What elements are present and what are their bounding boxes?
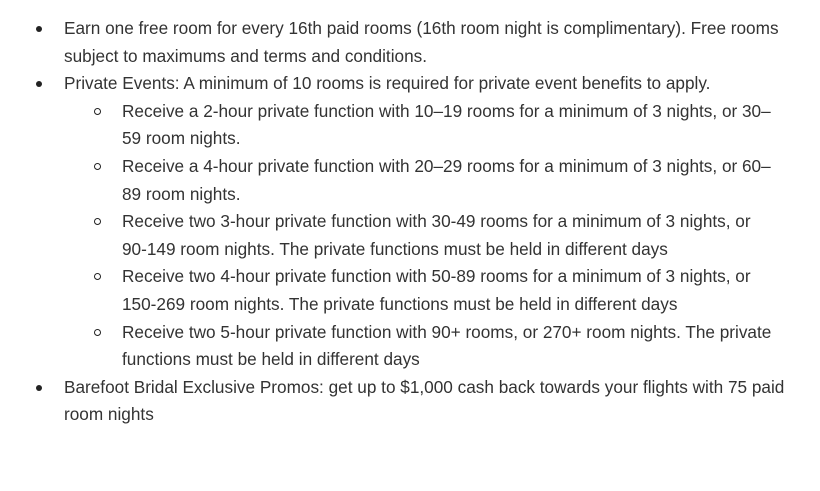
bullet-disc-icon [36,26,42,32]
list-item [0,70,820,374]
sublist-item-text: Receive a 4-hour private function with 20–29 rooms for a minimum of 3 nights, or 60–89 room nights. [122,155,771,204]
bullet-circle-icon [94,163,101,170]
sublist-item [64,98,790,153]
sublist-item [64,319,790,374]
sublist-item [64,153,790,208]
list-item [0,15,820,70]
bullet-circle-icon [94,329,101,336]
private-events-sublist [64,98,790,374]
sublist-item [64,208,790,263]
list-item-text: Barefoot Bridal Exclusive Promos: get up to $1,000 cash back towards your flights with 75 paid room nights [64,376,785,425]
bullet-disc-icon [36,385,42,391]
bullet-circle-icon [94,218,101,225]
bullet-circle-icon [94,273,101,280]
sublist-item-text: Receive two 5-hour private function with 90+ rooms, or 270+ room nights. The private functions must be held in different days [122,321,772,370]
list-item-text: Private Events: A minimum of 10 rooms is required for private event benefits to apply. [64,73,711,94]
list-item [0,374,820,429]
sublist-item-text: Receive two 4-hour private function with 50-89 rooms for a minimum of 3 nights, or 150-269 room nights. The private functions must be held in different days [122,266,751,314]
list-item-text: Earn one free room for every 16th paid rooms (16th room night is complimentary). Free rooms subject to maximums and terms and conditions. [64,18,779,66]
sublist-item-text: Receive two 3-hour private function with 30-49 rooms for a minimum of 3 nights, or 90-149 room nights. The private functions must be held in different days [122,211,751,259]
sublist-item-text: Receive a 2-hour private function with 10–19 rooms for a minimum of 3 nights, or 30–59 room nights. [122,100,771,149]
bullet-circle-icon [94,108,101,115]
bullet-disc-icon [36,81,42,87]
sublist-item [64,263,790,318]
